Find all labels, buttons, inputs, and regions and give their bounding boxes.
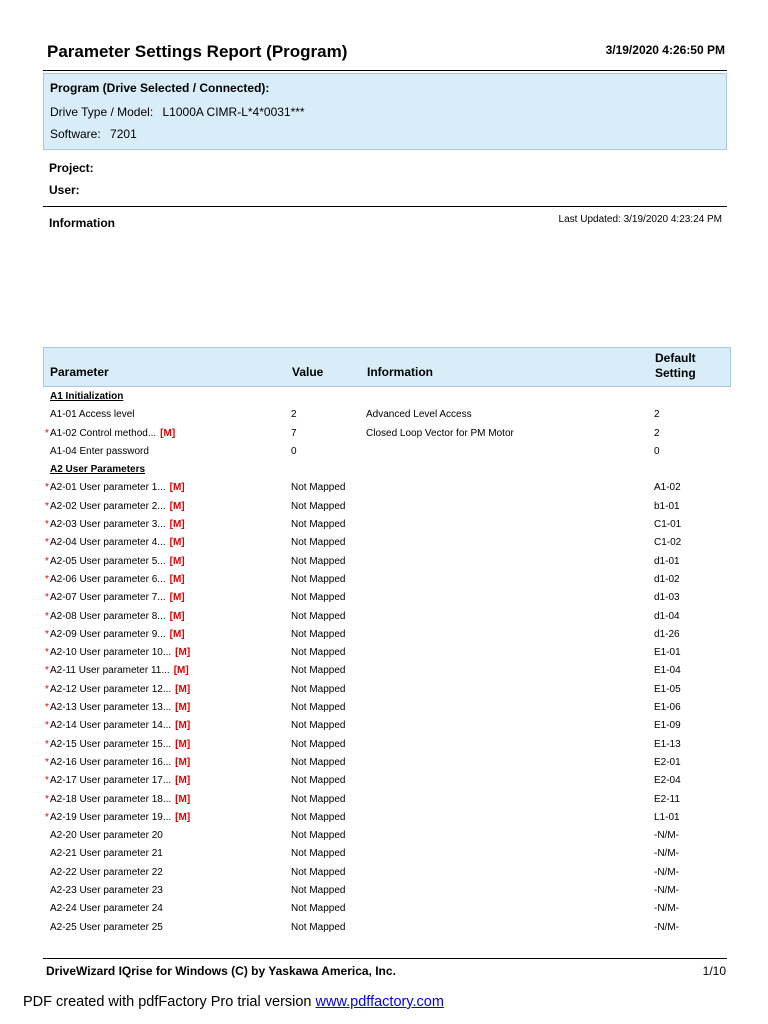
parameter-name: A2-08 User parameter 8... bbox=[50, 610, 166, 622]
table-row bbox=[43, 626, 729, 644]
table-row bbox=[43, 608, 729, 626]
parameter-name: A2-06 User parameter 6... bbox=[50, 573, 166, 585]
value-cell: Not Mapped bbox=[291, 738, 346, 750]
default-cell: E1-06 bbox=[654, 702, 681, 714]
default-cell: b1-01 bbox=[654, 500, 680, 512]
parameter-cell bbox=[50, 827, 163, 845]
modified-star: * bbox=[45, 720, 49, 732]
modified-star: * bbox=[45, 555, 49, 567]
parameter-cell bbox=[50, 662, 189, 680]
modified-flag: [M] bbox=[169, 628, 185, 640]
table-row bbox=[43, 919, 729, 937]
value-cell: Not Mapped bbox=[291, 537, 346, 549]
table-row bbox=[43, 754, 729, 772]
parameter-cell bbox=[50, 644, 190, 662]
default-cell: 0 bbox=[654, 445, 660, 457]
header-divider bbox=[43, 70, 727, 71]
modified-flag: [M] bbox=[169, 482, 185, 494]
drive-type-line bbox=[50, 105, 305, 119]
parameter-cell bbox=[50, 845, 163, 863]
modified-star: * bbox=[45, 793, 49, 805]
modified-star: * bbox=[45, 537, 49, 549]
table-row bbox=[43, 772, 729, 790]
parameter-cell bbox=[50, 900, 163, 918]
modified-flag: [M] bbox=[169, 519, 185, 531]
parameter-cell bbox=[50, 589, 185, 607]
last-updated: Last Updated: 3/19/2020 4:23:24 PM bbox=[558, 214, 722, 225]
default-cell: E1-05 bbox=[654, 683, 681, 695]
default-cell: E2-01 bbox=[654, 756, 681, 768]
modified-star: * bbox=[45, 738, 49, 750]
parameter-cell bbox=[50, 608, 185, 626]
value-cell: Not Mapped bbox=[291, 592, 346, 604]
modified-star: * bbox=[45, 702, 49, 714]
default-cell: d1-01 bbox=[654, 555, 680, 567]
program-heading: Program (Drive Selected / Connected): bbox=[50, 81, 270, 95]
info-divider bbox=[43, 206, 727, 207]
parameter-cell bbox=[50, 864, 163, 882]
parameter-cell bbox=[50, 553, 185, 571]
parameter-cell bbox=[50, 534, 185, 552]
modified-flag: [M] bbox=[175, 793, 191, 805]
parameter-cell bbox=[50, 699, 190, 717]
project-label: Project: bbox=[49, 161, 94, 175]
parameter-name: A2-13 User parameter 13... bbox=[50, 702, 172, 714]
parameter-table-body bbox=[43, 388, 729, 937]
parameter-name: A1-04 Enter password bbox=[50, 445, 149, 457]
default-cell: -N/M- bbox=[654, 885, 679, 897]
drive-type-value: L1000A CIMR-L*4*0031*** bbox=[162, 105, 305, 119]
drive-type-label: Drive Type / Model: bbox=[50, 105, 154, 119]
table-row bbox=[43, 589, 729, 607]
col-default-line2: Setting bbox=[655, 366, 696, 380]
modified-star: * bbox=[45, 482, 49, 494]
modified-star: * bbox=[45, 665, 49, 677]
table-row bbox=[43, 699, 729, 717]
section-title: A1 Initialization bbox=[50, 391, 124, 402]
value-cell: Not Mapped bbox=[291, 866, 346, 878]
default-cell: E2-11 bbox=[654, 793, 680, 805]
parameter-cell bbox=[50, 516, 185, 534]
parameter-name: A2-03 User parameter 3... bbox=[50, 519, 166, 531]
table-row bbox=[43, 882, 729, 900]
parameter-cell bbox=[50, 498, 185, 516]
parameter-cell bbox=[50, 681, 190, 699]
default-cell: d1-03 bbox=[654, 592, 680, 604]
modified-flag: [M] bbox=[175, 756, 191, 768]
table-row bbox=[43, 791, 729, 809]
default-cell: -N/M- bbox=[654, 921, 679, 933]
parameter-cell bbox=[50, 772, 190, 790]
modified-flag: [M] bbox=[169, 592, 185, 604]
modified-star: * bbox=[45, 519, 49, 531]
modified-star: * bbox=[45, 756, 49, 768]
parameter-cell bbox=[50, 919, 163, 937]
default-cell: C1-01 bbox=[654, 519, 682, 531]
parameter-name: A2-23 User parameter 23 bbox=[50, 885, 163, 897]
section-heading bbox=[43, 388, 729, 406]
parameter-name: A2-15 User parameter 15... bbox=[50, 738, 172, 750]
modified-flag: [M] bbox=[175, 775, 191, 787]
value-cell: Not Mapped bbox=[291, 610, 346, 622]
default-cell: C1-02 bbox=[654, 537, 682, 549]
modified-star: * bbox=[45, 811, 49, 823]
table-row bbox=[43, 864, 729, 882]
table-row bbox=[43, 498, 729, 516]
default-cell: 2 bbox=[654, 427, 660, 439]
modified-star: * bbox=[45, 775, 49, 787]
parameter-name: A2-17 User parameter 17... bbox=[50, 775, 172, 787]
value-cell: 7 bbox=[291, 427, 297, 439]
default-cell: d1-04 bbox=[654, 610, 680, 622]
modified-flag: [M] bbox=[175, 738, 191, 750]
modified-flag: [M] bbox=[169, 537, 185, 549]
default-cell: E2-04 bbox=[654, 775, 681, 787]
footer-credit: DriveWizard IQrise for Windows (C) by Yaskawa America, Inc. bbox=[46, 964, 396, 978]
default-cell: d1-02 bbox=[654, 573, 680, 585]
modified-flag: [M] bbox=[175, 720, 191, 732]
parameter-cell bbox=[50, 479, 185, 497]
value-cell: Not Mapped bbox=[291, 756, 346, 768]
table-row bbox=[43, 571, 729, 589]
default-cell: -N/M- bbox=[654, 903, 679, 915]
modified-star: * bbox=[45, 628, 49, 640]
parameter-name: A2-04 User parameter 4... bbox=[50, 537, 166, 549]
parameter-cell bbox=[50, 754, 190, 772]
information-cell: Closed Loop Vector for PM Motor bbox=[366, 427, 514, 439]
table-row bbox=[43, 644, 729, 662]
table-row bbox=[43, 553, 729, 571]
parameter-name: A2-20 User parameter 20 bbox=[50, 830, 163, 842]
pdf-note-text: PDF created with pdfFactory Pro trial version bbox=[23, 994, 312, 1010]
modified-star: * bbox=[45, 592, 49, 604]
table-row bbox=[43, 443, 729, 461]
default-cell: L1-01 bbox=[654, 811, 680, 823]
user-label: User: bbox=[49, 183, 80, 197]
value-cell: 2 bbox=[291, 409, 297, 421]
table-row bbox=[43, 736, 729, 754]
modified-flag: [M] bbox=[175, 683, 191, 695]
parameter-name: A1-01 Access level bbox=[50, 409, 135, 421]
section-title: A2 User Parameters bbox=[50, 464, 146, 476]
program-info-box bbox=[43, 73, 727, 150]
modified-flag: [M] bbox=[175, 647, 191, 659]
table-row bbox=[43, 809, 729, 827]
value-cell: Not Mapped bbox=[291, 830, 346, 842]
parameter-name: A2-07 User parameter 7... bbox=[50, 592, 166, 604]
value-cell: Not Mapped bbox=[291, 573, 346, 585]
default-cell: E1-09 bbox=[654, 720, 681, 732]
value-cell: Not Mapped bbox=[291, 811, 346, 823]
modified-star: * bbox=[45, 610, 49, 622]
modified-star: * bbox=[45, 683, 49, 695]
col-default-setting bbox=[655, 351, 696, 381]
pdffactory-link[interactable]: www.pdffactory.com bbox=[315, 994, 444, 1010]
section-heading bbox=[43, 461, 729, 479]
table-row bbox=[43, 406, 729, 424]
parameter-name: A2-25 User parameter 25 bbox=[50, 921, 163, 933]
modified-flag: [M] bbox=[173, 665, 189, 677]
value-cell: Not Mapped bbox=[291, 903, 346, 915]
value-cell: Not Mapped bbox=[291, 921, 346, 933]
parameter-name: A2-19 User parameter 19... bbox=[50, 811, 172, 823]
modified-flag: [M] bbox=[175, 811, 191, 823]
parameter-cell bbox=[50, 736, 190, 754]
modified-flag: [M] bbox=[169, 555, 185, 567]
value-cell: Not Mapped bbox=[291, 793, 346, 805]
table-row bbox=[43, 681, 729, 699]
parameter-name: A2-22 User parameter 22 bbox=[50, 866, 163, 878]
table-row bbox=[43, 425, 729, 443]
default-cell: E1-01 bbox=[654, 647, 681, 659]
table-row bbox=[43, 827, 729, 845]
col-value: Value bbox=[292, 365, 324, 379]
value-cell: Not Mapped bbox=[291, 500, 346, 512]
software-line bbox=[50, 127, 137, 141]
modified-star: * bbox=[45, 427, 49, 439]
parameter-cell bbox=[50, 717, 190, 735]
parameter-cell bbox=[50, 882, 163, 900]
parameter-name: A2-05 User parameter 5... bbox=[50, 555, 166, 567]
default-cell: E1-04 bbox=[654, 665, 681, 677]
parameter-name: A2-02 User parameter 2... bbox=[50, 500, 166, 512]
col-parameter: Parameter bbox=[50, 365, 109, 379]
modified-flag: [M] bbox=[175, 702, 191, 714]
table-row bbox=[43, 516, 729, 534]
table-row bbox=[43, 900, 729, 918]
value-cell: Not Mapped bbox=[291, 647, 346, 659]
table-row bbox=[43, 662, 729, 680]
value-cell: Not Mapped bbox=[291, 628, 346, 640]
information-cell: Advanced Level Access bbox=[366, 409, 472, 421]
default-cell: A1-02 bbox=[654, 482, 681, 494]
modified-star: * bbox=[45, 647, 49, 659]
value-cell: Not Mapped bbox=[291, 720, 346, 732]
software-label: Software: bbox=[50, 127, 101, 141]
parameter-name: A2-09 User parameter 9... bbox=[50, 628, 166, 640]
modified-flag: [M] bbox=[169, 573, 185, 585]
value-cell: Not Mapped bbox=[291, 555, 346, 567]
table-header bbox=[43, 347, 731, 387]
footer-divider bbox=[43, 958, 727, 959]
modified-flag: [M] bbox=[169, 610, 185, 622]
col-information: Information bbox=[367, 365, 433, 379]
default-cell: -N/M- bbox=[654, 848, 679, 860]
table-row bbox=[43, 479, 729, 497]
parameter-cell bbox=[50, 809, 190, 827]
parameter-cell bbox=[50, 425, 175, 443]
information-heading: Information bbox=[49, 216, 115, 230]
default-cell: -N/M- bbox=[654, 866, 679, 878]
value-cell: Not Mapped bbox=[291, 665, 346, 677]
value-cell: Not Mapped bbox=[291, 848, 346, 860]
value-cell: Not Mapped bbox=[291, 683, 346, 695]
value-cell: 0 bbox=[291, 445, 297, 457]
modified-flag: [M] bbox=[160, 427, 176, 439]
parameter-name: A2-16 User parameter 16... bbox=[50, 756, 172, 768]
value-cell: Not Mapped bbox=[291, 519, 346, 531]
default-cell: E1-13 bbox=[654, 738, 681, 750]
parameter-name: A2-14 User parameter 14... bbox=[50, 720, 172, 732]
parameter-name: A2-24 User parameter 24 bbox=[50, 903, 163, 915]
parameter-cell bbox=[50, 571, 185, 589]
software-value: 7201 bbox=[110, 127, 137, 141]
parameter-name: A2-21 User parameter 21 bbox=[50, 848, 163, 860]
parameter-name: A2-11 User parameter 11... bbox=[50, 665, 170, 677]
parameter-name: A2-10 User parameter 10... bbox=[50, 647, 172, 659]
value-cell: Not Mapped bbox=[291, 775, 346, 787]
page-title: Parameter Settings Report (Program) bbox=[47, 42, 348, 61]
value-cell: Not Mapped bbox=[291, 482, 346, 494]
value-cell: Not Mapped bbox=[291, 702, 346, 714]
page-number: 1/10 bbox=[702, 964, 726, 978]
parameter-cell bbox=[50, 406, 135, 424]
modified-star: * bbox=[45, 573, 49, 585]
parameter-name: A2-12 User parameter 12... bbox=[50, 683, 172, 695]
table-row bbox=[43, 534, 729, 552]
default-cell: 2 bbox=[654, 409, 660, 421]
table-row bbox=[43, 845, 729, 863]
value-cell: Not Mapped bbox=[291, 885, 346, 897]
parameter-name: A1-02 Control method... bbox=[50, 427, 157, 439]
parameter-name: A2-01 User parameter 1... bbox=[50, 482, 166, 494]
modified-star: * bbox=[45, 500, 49, 512]
table-row bbox=[43, 717, 729, 735]
parameter-name: A2-18 User parameter 18... bbox=[50, 793, 172, 805]
default-cell: d1-26 bbox=[654, 628, 680, 640]
modified-flag: [M] bbox=[169, 500, 185, 512]
default-cell: -N/M- bbox=[654, 830, 679, 842]
col-default-line1: Default bbox=[655, 351, 696, 365]
pdf-trial-note bbox=[23, 994, 444, 1010]
report-timestamp: 3/19/2020 4:26:50 PM bbox=[605, 43, 725, 57]
parameter-cell bbox=[50, 791, 190, 809]
parameter-cell bbox=[50, 626, 185, 644]
parameter-cell bbox=[50, 443, 149, 461]
